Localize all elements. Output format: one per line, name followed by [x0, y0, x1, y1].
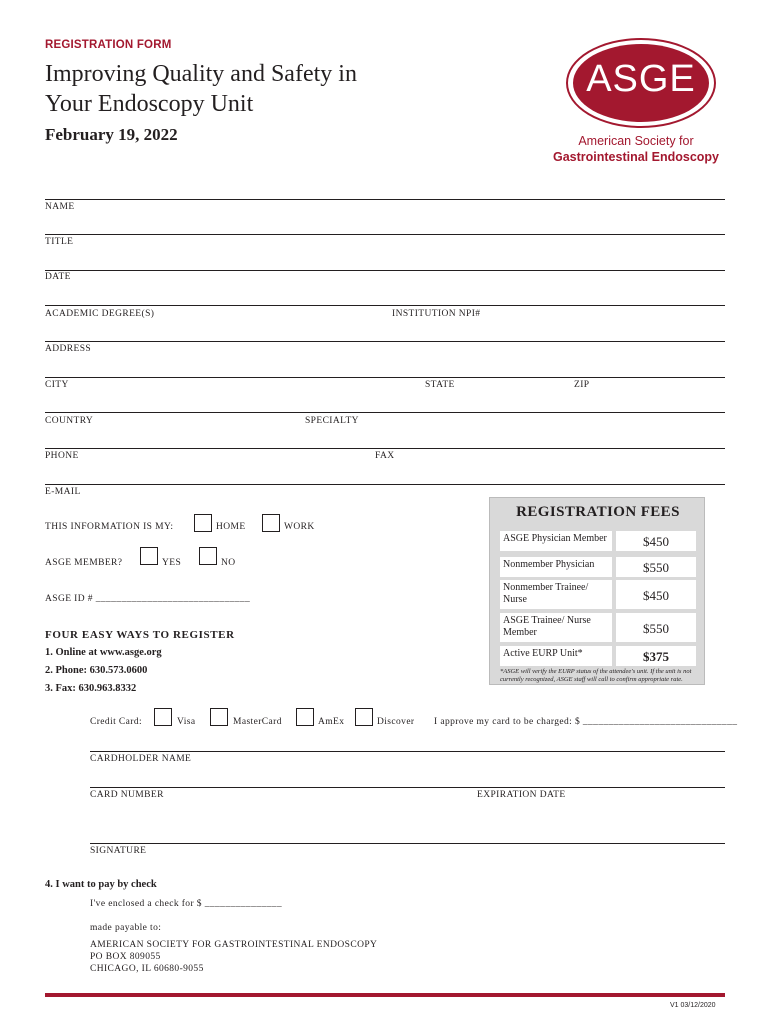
payee-line-2: PO BOX 809055	[90, 952, 161, 962]
payable-label: made payable to:	[90, 923, 162, 933]
specialty-label: SPECIALTY	[305, 416, 359, 426]
discover-label: Discover	[377, 717, 415, 727]
date-line[interactable]	[45, 270, 725, 271]
page-title	[45, 59, 357, 119]
fee-name: ASGE Trainee/ Nurse Member	[500, 613, 612, 642]
fee-price: $450	[616, 531, 696, 551]
fee-row	[500, 646, 696, 666]
register-step-fax: 3. Fax: 630.963.8332	[45, 683, 137, 694]
logo-name-line-2: Gastrointestinal Endoscopy	[552, 150, 719, 164]
home-checkbox[interactable]	[194, 514, 212, 532]
footer-bar	[45, 993, 725, 997]
title-line[interactable]	[45, 234, 725, 235]
title-line-1: Improving Quality and Safety in	[45, 61, 357, 87]
signature-line[interactable]	[90, 843, 725, 844]
name-label: NAME	[45, 202, 75, 212]
degree-npi-line[interactable]	[45, 305, 725, 306]
version-label: V1 03/12/2020	[670, 1002, 716, 1009]
signature-label: SIGNATURE	[90, 846, 147, 856]
event-date: February 19, 2022	[45, 125, 178, 144]
address-line[interactable]	[45, 341, 725, 342]
home-label: HOME	[216, 522, 246, 532]
fee-price: $550	[616, 557, 696, 577]
fee-price: $450	[616, 580, 696, 609]
email-label: E-MAIL	[45, 487, 81, 497]
work-label: WORK	[284, 522, 315, 532]
work-checkbox[interactable]	[262, 514, 280, 532]
amex-label: AmEx	[318, 717, 345, 727]
fee-price: $375	[616, 646, 696, 666]
register-step-online: 1. Online at www.asge.org	[45, 647, 162, 658]
title-line-2: Your Endoscopy Unit	[45, 91, 254, 117]
register-step-check: 4. I want to pay by check	[45, 879, 157, 890]
info-is-my-label: THIS INFORMATION IS MY:	[45, 522, 174, 532]
city-label: CITY	[45, 380, 69, 390]
credit-card-label: Credit Card:	[90, 717, 143, 727]
title-label: TITLE	[45, 237, 74, 247]
no-label: NO	[221, 558, 236, 568]
asge-logo	[540, 36, 732, 170]
fee-price: $550	[616, 613, 696, 642]
npi-label: INSTITUTION NPI#	[392, 309, 481, 319]
fee-row	[500, 613, 696, 642]
fee-row	[500, 531, 696, 551]
card-number-label: CARD NUMBER	[90, 790, 164, 800]
member-no-checkbox[interactable]	[199, 547, 217, 565]
email-line[interactable]	[45, 484, 725, 485]
payee-line-1: AMERICAN SOCIETY FOR GASTROINTESTINAL ENDOSCOPY	[90, 940, 378, 950]
phone-fax-line[interactable]	[45, 448, 725, 449]
asge-id-field[interactable]: ASGE ID # ______________________________	[45, 594, 251, 604]
approve-amount-field[interactable]: I approve my card to be charged: $ ______________________________	[434, 717, 738, 727]
member-label: ASGE MEMBER?	[45, 558, 123, 568]
fees-title: REGISTRATION FEES	[516, 504, 680, 520]
fee-row	[500, 557, 696, 577]
logo-mark: ASGE	[586, 58, 696, 100]
member-yes-checkbox[interactable]	[140, 547, 158, 565]
fees-note: *ASGE will verify the EURP status of the attendee's unit. If the unit is not currently recognized, ASGE staff will call to confirm appropriate rate.	[500, 668, 692, 683]
visa-checkbox[interactable]	[154, 708, 172, 726]
country-specialty-line[interactable]	[45, 412, 725, 413]
fee-name: ASGE Physician Member	[500, 531, 612, 551]
check-amount-field[interactable]: I've enclosed a check for $ _______________	[90, 899, 282, 909]
visa-label: Visa	[177, 717, 196, 727]
state-label: STATE	[425, 380, 455, 390]
fax-label: FAX	[375, 451, 395, 461]
fee-name: Nonmember Trainee/ Nurse	[500, 580, 612, 609]
card-number-line[interactable]	[90, 787, 725, 788]
payee-line-3: CHICAGO, IL 60680-9055	[90, 964, 204, 974]
fee-name: Active EURP Unit*	[500, 646, 612, 666]
discover-checkbox[interactable]	[355, 708, 373, 726]
fee-row	[500, 580, 696, 609]
fee-name: Nonmember Physician	[500, 557, 612, 577]
amex-checkbox[interactable]	[296, 708, 314, 726]
logo-name-line-1: American Society for	[578, 134, 694, 148]
phone-label: PHONE	[45, 451, 79, 461]
address-label: ADDRESS	[45, 344, 92, 354]
mastercard-checkbox[interactable]	[210, 708, 228, 726]
yes-label: YES	[162, 558, 182, 568]
expiration-label: EXPIRATION DATE	[477, 790, 566, 800]
cardholder-label: CARDHOLDER NAME	[90, 754, 192, 764]
register-heading: FOUR EASY WAYS TO REGISTER	[45, 629, 235, 641]
registration-fees-panel	[489, 497, 705, 685]
mastercard-label: MasterCard	[233, 717, 282, 727]
degree-label: ACADEMIC DEGREE(S)	[45, 309, 155, 319]
register-step-phone: 2. Phone: 630.573.0600	[45, 665, 148, 676]
cardholder-line[interactable]	[90, 751, 725, 752]
zip-label: ZIP	[574, 380, 590, 390]
form-kicker: REGISTRATION FORM	[45, 39, 172, 51]
name-line[interactable]	[45, 199, 725, 200]
date-label: DATE	[45, 272, 71, 282]
country-label: COUNTRY	[45, 416, 94, 426]
city-state-zip-line[interactable]	[45, 377, 725, 378]
